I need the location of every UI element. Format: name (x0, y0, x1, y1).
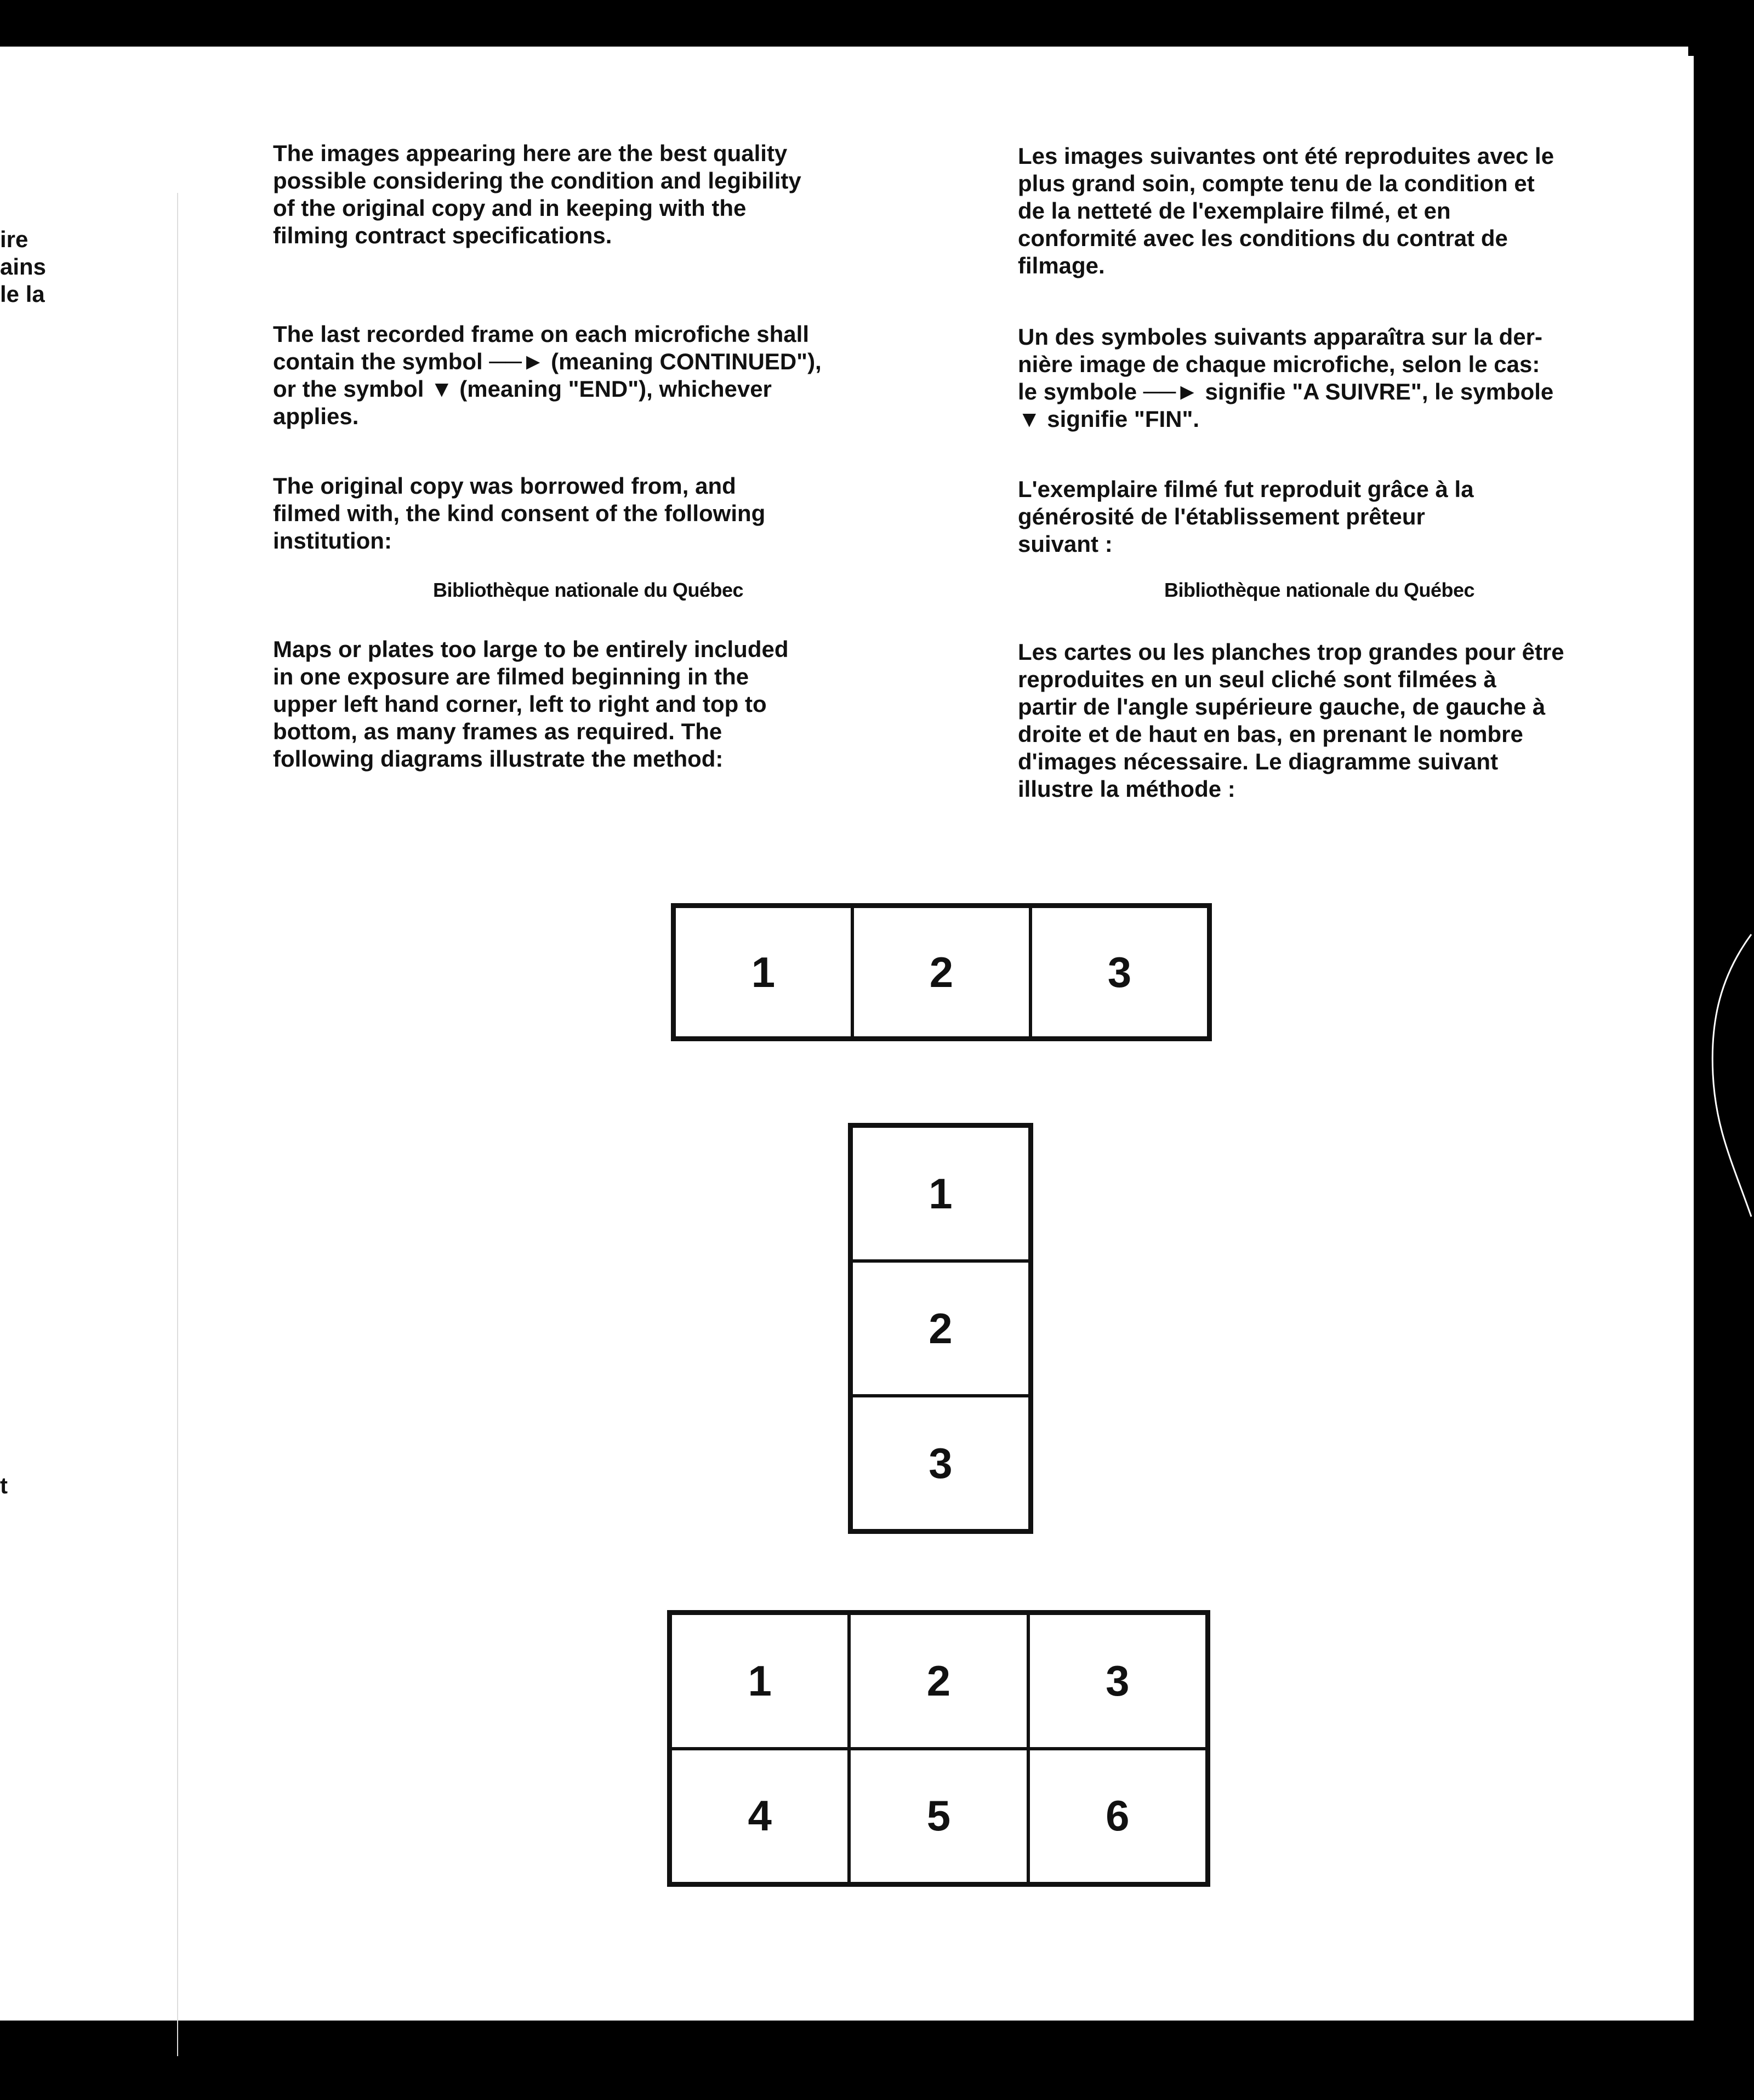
frame-cell: 1 (670, 1613, 849, 1749)
diagram-grid (667, 1610, 1210, 1887)
previous-page-fragment: t (0, 1473, 8, 1498)
french-symbol-paragraph: Un des symboles suivants apparaîtra sur la der- nière image de chaque microfiche, selon le cas: le symbole ──► signifie "A SUIVRE", le symbole ▼ signifie "FIN". (1018, 324, 1554, 432)
diagram-vertical (848, 1123, 1033, 1534)
english-quality-paragraph: The images appearing here are the best quality possible considering the condition and legibility of the original copy and in keeping with the filming contract specifications. (273, 140, 801, 248)
english-institution-paragraph: The original copy was borrowed from, and filmed with, the kind consent of the following institution: (273, 473, 766, 553)
scan-edge-curve (1699, 932, 1754, 1249)
frame-cell: 5 (849, 1749, 1028, 1884)
frame-cell: 2 (852, 906, 1030, 1038)
frame-cell: 1 (851, 1126, 1030, 1261)
frame-cell: 3 (1028, 1613, 1207, 1749)
french-maps-paragraph: Les cartes ou les planches trop grandes pour être reproduites en un seul cliché sont filmées à partir de l'angle supérieure gauche, de gauche à droite et de haut en bas, en prenant le nombre d'images nécessaire. Le diagramme suivant illustre la méthode : (1018, 639, 1564, 802)
english-maps-paragraph: Maps or plates too large to be entirely included in one exposure are filmed beginning in the upper left hand corner, left to right and top to bottom, as many frames as required. The following diagrams illustrate the method: (273, 636, 789, 772)
frame-cell: 3 (1030, 906, 1209, 1038)
previous-page-fragment: le la (0, 281, 45, 307)
frame-cell: 1 (674, 906, 852, 1038)
frame-cell: 2 (851, 1261, 1030, 1396)
french-quality-paragraph: Les images suivantes ont été reproduites avec le plus grand soin, compte tenu de la condition et de la netteté de l'exemplaire filmé, et en conformité avec les conditions du contrat de filmage. (1018, 143, 1554, 278)
french-institution-paragraph: L'exemplaire filmé fut reproduit grâce à la générosité de l'établissement prêteur suivant : (1018, 476, 1474, 557)
french-institution-name: Bibliothèque nationale du Québec (1164, 579, 1475, 601)
english-institution-name: Bibliothèque nationale du Québec (432, 579, 744, 601)
frame-cell: 3 (851, 1396, 1030, 1531)
frame-cell: 4 (670, 1749, 849, 1884)
diagram-horizontal (671, 903, 1212, 1041)
english-symbol-paragraph: The last recorded frame on each microfiche shall contain the symbol ──► (meaning CONTINUED"), or the symbol ▼ (meaning "END"), whichever applies. (273, 321, 822, 429)
previous-page-fragment: ire (0, 226, 29, 252)
previous-page-fragment: ains (0, 254, 47, 279)
gutter-line (177, 193, 178, 2056)
frame-cell: 2 (849, 1613, 1028, 1749)
frame-cell: 6 (1028, 1749, 1207, 1884)
